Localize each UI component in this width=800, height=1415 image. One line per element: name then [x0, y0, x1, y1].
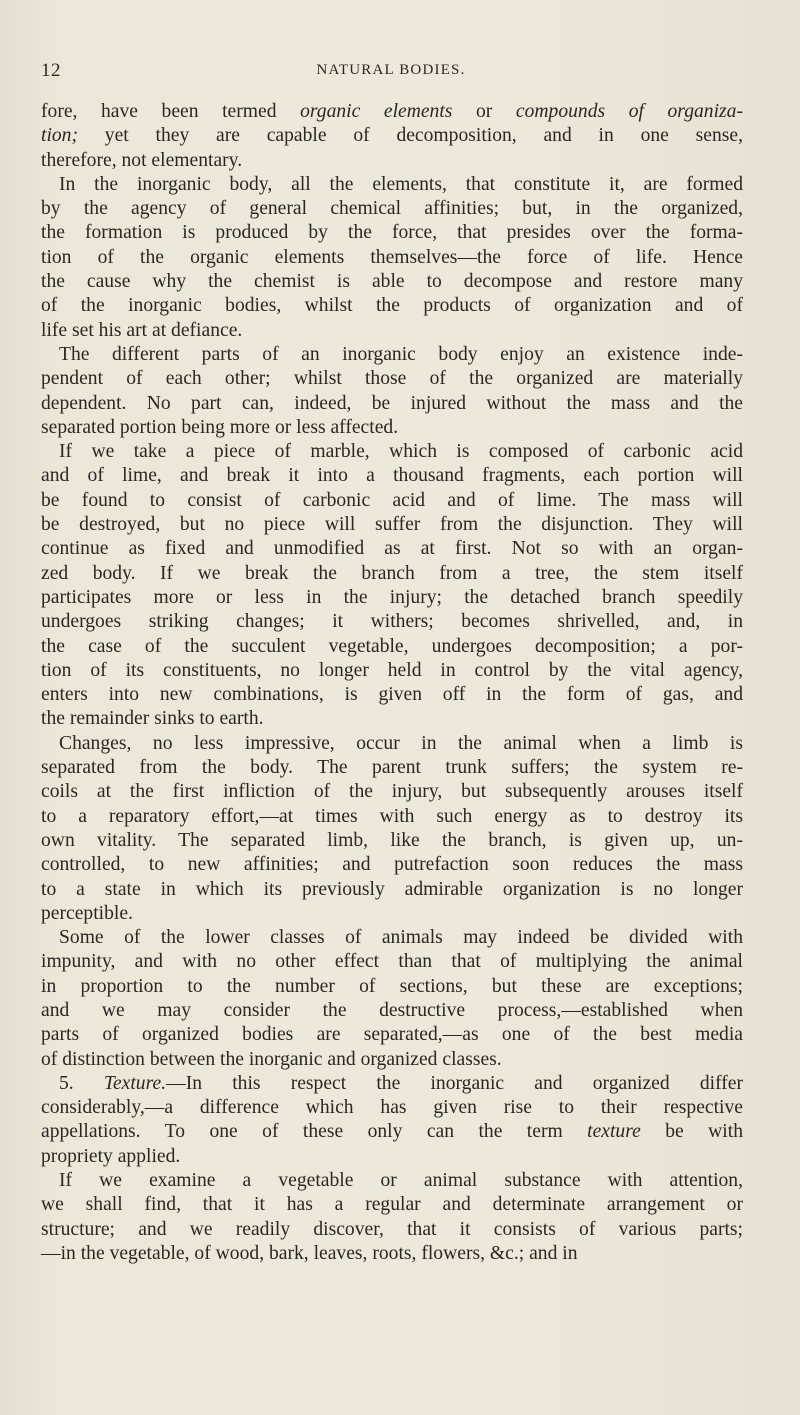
text-run: tion of the organic elements themselves—the force of life. Hence	[41, 246, 743, 268]
text-run: impunity, and with no other effect than that of multiplying the animal	[41, 951, 743, 973]
text-line	[41, 489, 743, 513]
page-header	[41, 60, 741, 84]
text-run: separated from the body. The parent trunk suffers; the system re-	[41, 757, 743, 779]
text-line	[41, 659, 743, 683]
text-run: zed body. If we break the branch from a tree, the stem itself	[41, 562, 743, 584]
text-line	[41, 270, 743, 294]
text-line	[41, 392, 743, 416]
text-run: considerably,—a difference which has given rise to their respective	[41, 1097, 743, 1119]
text-line	[41, 1169, 743, 1193]
text-run: If we take a piece of marble, which is composed of carbonic acid	[59, 441, 743, 463]
text-line	[41, 756, 743, 780]
text-run: the remainder sinks to earth.	[41, 708, 264, 730]
text-run: therefore, not elementary.	[41, 149, 243, 171]
text-line	[41, 926, 743, 950]
body-text	[41, 100, 743, 1266]
text-line	[41, 1048, 743, 1072]
text-line	[41, 343, 743, 367]
text-run: tion of its constituents, no longer held in control by the vital agency,	[41, 659, 743, 681]
text-run: the formation is produced by the force, that presides over the forma-	[41, 222, 743, 244]
text-run: enters into new combinations, is given off in the form of gas, and	[41, 684, 743, 706]
text-line	[41, 1193, 743, 1217]
text-line	[41, 149, 743, 173]
text-run: to a reparatory effort,—at times with such energy as to destroy its	[41, 805, 743, 827]
text-line	[41, 513, 743, 537]
text-run: we shall find, that it has a regular and determinate arrangement or	[41, 1194, 743, 1216]
text-line	[41, 1218, 743, 1242]
text-line	[41, 1096, 743, 1120]
text-line	[41, 221, 743, 245]
italic-term: compounds of organiza-	[515, 101, 743, 122]
text-line	[41, 246, 743, 270]
text-line	[41, 999, 743, 1023]
text-line	[41, 829, 743, 853]
italic-term: Texture.	[103, 1072, 167, 1094]
text-run: fore, have been termed	[41, 101, 301, 122]
text-run: be with	[640, 1121, 743, 1143]
text-run: life set his art at defiance.	[41, 319, 243, 341]
text-run: propriety applied.	[41, 1145, 181, 1167]
text-line	[41, 780, 743, 804]
text-run: In the inorganic body, all the elements, that constitute it, are formed	[59, 173, 743, 195]
text-line	[41, 902, 743, 926]
text-run: the cause why the chemist is able to decompose and restore many	[41, 271, 743, 293]
italic-term: tion;	[41, 125, 79, 147]
text-line	[41, 1120, 743, 1144]
text-run: dependent. No part can, indeed, be injured without the mass and the	[41, 392, 743, 414]
text-run: coils at the first infliction of the injury, but subsequently arouses itself	[41, 781, 743, 803]
text-line	[41, 100, 743, 124]
text-run: be found to consist of carbonic acid and of lime. The mass will	[41, 489, 743, 511]
text-run: yet they are capable of decomposition, and in one sense,	[78, 125, 743, 147]
text-run: to a state in which its previously admirable organization is no longer	[41, 878, 743, 900]
text-run: continue as fixed and unmodified as at first. Not so with an organ-	[41, 538, 743, 560]
text-line	[41, 683, 743, 707]
text-run: —in the vegetable, of wood, bark, leaves, roots, flowers, &c.; and in	[41, 1242, 578, 1264]
text-run: in proportion to the number of sections, but these are exceptions;	[41, 975, 743, 997]
text-line	[41, 319, 743, 343]
text-line	[41, 367, 743, 391]
text-run: Changes, no less impressive, occur in the animal when a limb is	[59, 732, 743, 754]
text-run: controlled, to new affinities; and putrefaction soon reduces the mass	[41, 854, 743, 876]
text-line	[41, 610, 743, 634]
italic-term: texture	[587, 1121, 641, 1143]
text-run: parts of organized bodies are separated,—as one of the best media	[41, 1024, 743, 1046]
text-run: appellations. To one of these only can the term	[41, 1121, 588, 1143]
text-run: The different parts of an inorganic body enjoy an existence inde-	[59, 343, 743, 365]
text-run: participates more or less in the injury; the detached branch speedily	[41, 586, 743, 608]
text-line	[41, 1145, 743, 1169]
text-run: and we may consider the destructive process,—established when	[41, 999, 743, 1021]
text-run: of distinction between the inorganic and organized classes.	[41, 1048, 502, 1070]
text-run: of the inorganic bodies, whilst the products of organization and of	[41, 295, 743, 317]
text-line	[41, 635, 743, 659]
text-run: structure; and we readily discover, that it consists of various parts;	[41, 1218, 743, 1240]
text-line	[41, 1072, 743, 1096]
text-line	[41, 878, 743, 902]
text-run: by the agency of general chemical affinities; but, in the organized,	[41, 198, 743, 220]
text-run: or	[452, 101, 516, 122]
text-line	[41, 124, 743, 148]
running-title: NATURAL BODIES.	[316, 62, 466, 78]
text-line	[41, 562, 743, 586]
text-run: Some of the lower classes of animals may indeed be divided with	[59, 927, 743, 949]
page-number: 12	[41, 60, 61, 81]
text-line	[41, 173, 743, 197]
italic-term: organic elements	[300, 101, 453, 122]
text-line	[41, 464, 743, 488]
text-run: be destroyed, but no piece will suffer from the disjunction. They will	[41, 514, 743, 536]
text-run: pendent of each other; whilst those of the organized are materially	[41, 368, 743, 390]
text-line	[41, 416, 743, 440]
text-run: separated portion being more or less affected.	[41, 416, 399, 438]
text-run: the case of the succulent vegetable, undergoes decomposition; a por-	[41, 635, 743, 657]
text-run: own vitality. The separated limb, like the branch, is given up, un-	[41, 829, 743, 851]
text-run: and of lime, and break it into a thousand fragments, each portion will	[41, 465, 743, 487]
text-line	[41, 805, 743, 829]
text-line	[41, 1242, 743, 1266]
text-run: perceptible.	[41, 902, 133, 924]
text-line	[41, 707, 743, 731]
text-line	[41, 294, 743, 318]
text-line	[41, 1023, 743, 1047]
text-run: 5.	[59, 1072, 104, 1094]
text-line	[41, 975, 743, 999]
text-line	[41, 950, 743, 974]
text-run: undergoes striking changes; it withers; becomes shrivelled, and, in	[41, 611, 743, 633]
text-line	[41, 197, 743, 221]
text-line	[41, 732, 743, 756]
text-line	[41, 586, 743, 610]
text-run: If we examine a vegetable or animal substance with attention,	[59, 1170, 743, 1192]
text-line	[41, 537, 743, 561]
text-line	[41, 440, 743, 464]
text-line	[41, 853, 743, 877]
text-run: —In this respect the inorganic and organized differ	[166, 1072, 743, 1094]
